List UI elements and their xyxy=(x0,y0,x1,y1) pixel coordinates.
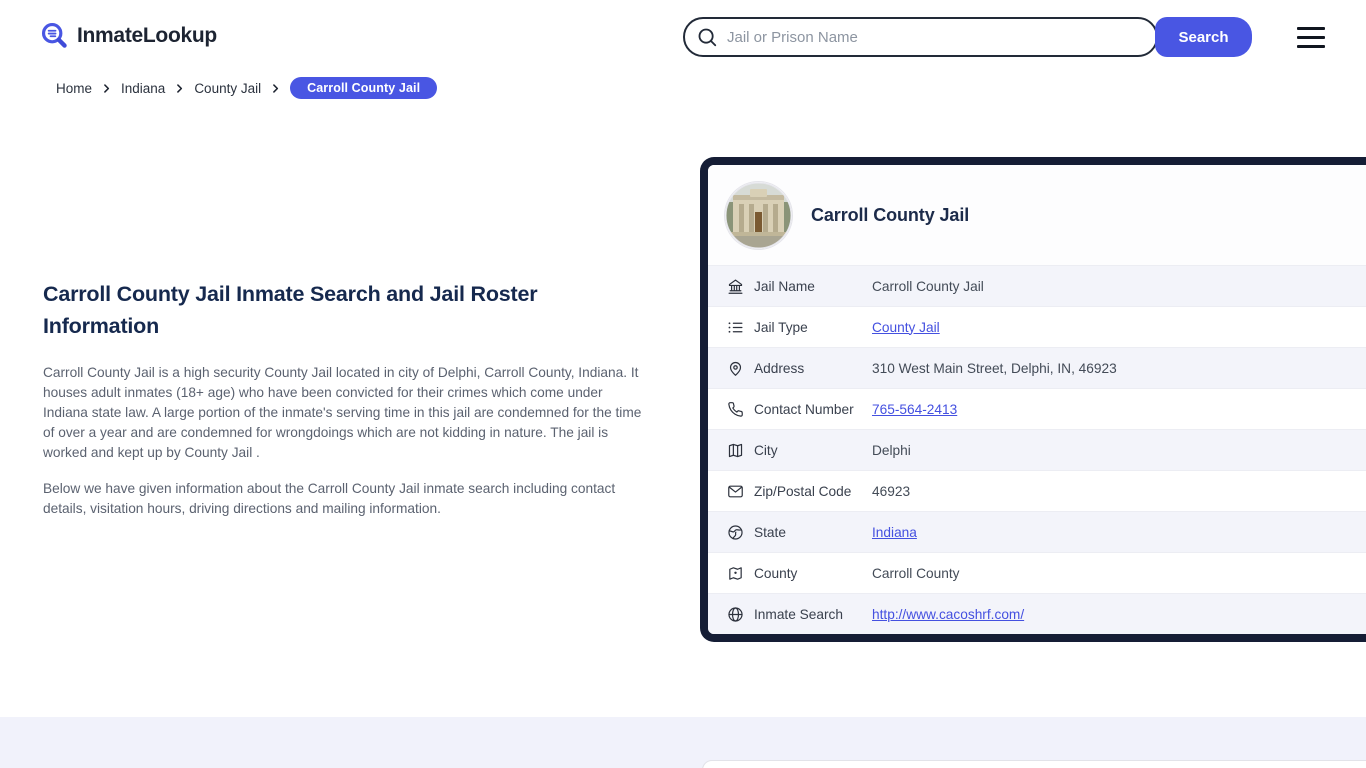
search-button[interactable]: Search xyxy=(1155,17,1252,57)
detail-label: Address xyxy=(754,360,805,376)
breadcrumb-link-indiana[interactable]: Indiana xyxy=(121,80,166,96)
jail-details-table xyxy=(708,265,1366,634)
detail-value: Carroll County Jail xyxy=(872,278,984,294)
detail-label: City xyxy=(754,442,778,458)
earth-icon xyxy=(727,524,744,541)
jail-card-title: Carroll County Jail xyxy=(811,204,970,225)
detail-value[interactable]: Indiana xyxy=(872,524,917,540)
page-title: Carroll County Jail Inmate Search and Jail Roster Information xyxy=(43,282,538,338)
phone-icon xyxy=(727,401,744,418)
search-bar xyxy=(683,17,1253,57)
globe-icon xyxy=(727,606,744,623)
breadcrumb xyxy=(56,76,437,100)
breadcrumb-link-county-jail[interactable]: County Jail xyxy=(194,80,262,96)
detail-label: Contact Number xyxy=(754,401,854,417)
breadcrumb-link-home[interactable]: Home xyxy=(56,80,93,96)
jail-detail-row-state xyxy=(708,511,1366,552)
article xyxy=(43,278,643,519)
menu-icon[interactable] xyxy=(1297,27,1325,48)
chevron-right-icon xyxy=(270,83,281,94)
jail-info-card xyxy=(700,157,1366,642)
detail-label: Zip/Postal Code xyxy=(754,483,852,499)
chevron-right-icon xyxy=(174,83,185,94)
map-icon xyxy=(727,442,744,459)
detail-label: Jail Type xyxy=(754,319,808,335)
jail-detail-row-zip-postal-code xyxy=(708,470,1366,511)
bottom-section xyxy=(0,717,1366,768)
detail-value[interactable]: http://www.cacoshrf.com/ xyxy=(872,606,1025,622)
brand-name: InmateLookup xyxy=(77,24,217,47)
detail-value[interactable]: County Jail xyxy=(872,319,940,335)
jail-detail-row-city xyxy=(708,429,1366,470)
county-map-icon xyxy=(727,565,744,582)
jail-building-photo xyxy=(725,182,792,249)
jail-detail-row-jail-type xyxy=(708,306,1366,347)
bank-icon xyxy=(727,278,744,295)
jail-detail-row-inmate-search xyxy=(708,593,1366,634)
search-input[interactable] xyxy=(683,17,1158,57)
detail-value: 310 West Main Street, Delphi, IN, 46923 xyxy=(872,360,1117,376)
detail-label: Inmate Search xyxy=(754,606,844,622)
detail-label: State xyxy=(754,524,786,540)
jail-card-header xyxy=(708,165,1366,265)
details-paragraph: Below we have given information about the Carroll County Jail inmate search including contact details, visitation hours, driving directions and mailing information. xyxy=(43,481,616,516)
map-pin-icon xyxy=(727,360,744,377)
detail-label: County xyxy=(754,565,798,581)
detail-value: 46923 xyxy=(872,483,911,499)
jail-detail-row-contact-number xyxy=(708,388,1366,429)
detail-value: Carroll County xyxy=(872,565,960,581)
jail-detail-row-address xyxy=(708,347,1366,388)
next-card-peek xyxy=(702,760,1366,768)
envelope-icon xyxy=(727,483,744,500)
detail-value[interactable]: 765-564-2413 xyxy=(872,401,958,417)
detail-value: Delphi xyxy=(872,442,911,458)
jail-detail-row-jail-name xyxy=(708,265,1366,306)
brand-logo[interactable] xyxy=(40,21,217,51)
list-icon xyxy=(727,319,744,336)
intro-paragraph: Carroll County Jail is a high security County Jail located in city of Delphi, Carroll County, Indiana. It houses adult inmates (18+ age) who have been convicted for their crimes which come under Indiana state law. A large portion of the inmate's serving time in this jail are condemned for the time of over a year and are condemned for wrongdoings which are not kidding in nature. The jail is worked and kept up by County Jail . xyxy=(43,365,642,460)
chevron-right-icon xyxy=(101,83,112,94)
jail-detail-row-county xyxy=(708,552,1366,593)
breadcrumb-current-badge: Carroll County Jail xyxy=(290,77,437,99)
magnifier-logo-icon xyxy=(40,21,70,51)
detail-label: Jail Name xyxy=(754,278,815,294)
